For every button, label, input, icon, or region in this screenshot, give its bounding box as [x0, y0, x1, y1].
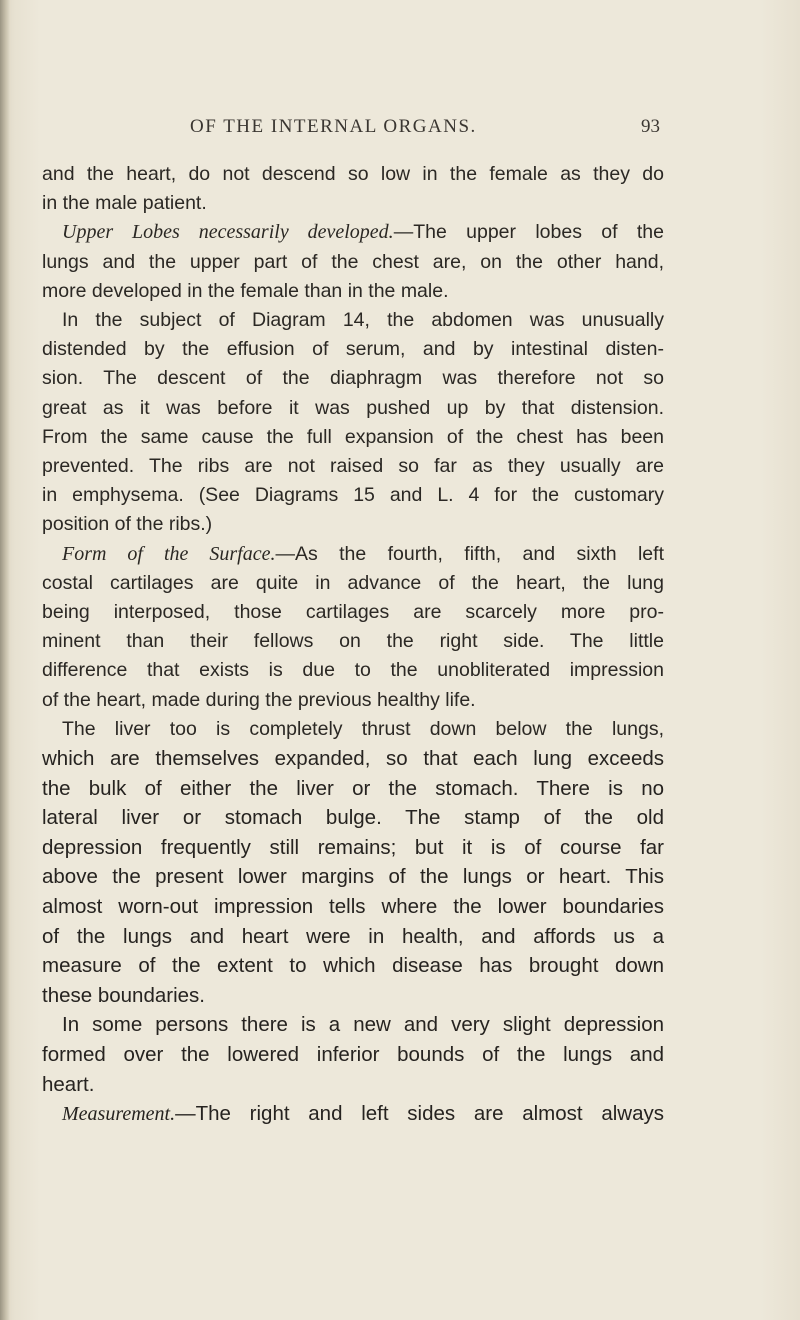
text-line: which are themselves expanded, so that each lung exceeds [42, 747, 664, 771]
text-line: In some persons there is a new and very slight depression [62, 1013, 664, 1037]
text-run: —The upper lobes of the [393, 221, 664, 244]
text-line: distended by the effusion of serum, and by intestinal disten- [42, 338, 664, 361]
text-line [42, 1099, 664, 1130]
running-title: OF THE INTERNAL ORGANS. [190, 116, 477, 137]
text-line [42, 218, 664, 247]
text-line: position of the ribs.) [42, 513, 213, 536]
section-heading-upper-lobes: Upper Lobes necessarily developed. [62, 221, 394, 244]
text-line: these boundaries. [42, 983, 205, 1007]
section-heading-measurement: Measurement. [62, 1103, 176, 1126]
page-number: 93 [641, 116, 660, 137]
text-line: being interposed, those cartilages are scarcely more pro- [42, 601, 664, 624]
text-line [42, 540, 664, 569]
text-line: in the male patient. [42, 192, 207, 215]
body-text [42, 160, 664, 1130]
text-run: —The right and left sides are almost always [175, 1102, 664, 1126]
text-line: costal cartilages are quite in advance of the heart, the lung [42, 571, 664, 594]
text-line: great as it was before it was pushed up by that distension. [42, 396, 664, 419]
text-line: of the lungs and heart were in health, and affords us a [42, 924, 664, 948]
text-line: in emphysema. (See Diagrams 15 and L. 4 for the customary [42, 484, 664, 507]
text-line: above the present lower margins of the lungs or heart. This [42, 865, 664, 889]
text-line: heart. [42, 1072, 95, 1096]
text-line: From the same cause the full expansion of the chest has been [42, 425, 664, 448]
text-line: almost worn-out impression tells where the lower boundaries [42, 895, 664, 919]
text-line: minent than their fellows on the right side. The little [42, 630, 664, 653]
text-line: The liver too is completely thrust down below the lungs, [62, 717, 664, 740]
page-gutter-shadow [0, 0, 10, 1320]
text-line: prevented. The ribs are not raised so far as they usually are [42, 455, 664, 478]
text-line: lungs and the upper part of the chest are, on the other hand, [42, 250, 664, 273]
text-line: lateral liver or stomach bulge. The stamp of the old [42, 806, 664, 830]
text-line: formed over the lowered inferior bounds of the lungs and [42, 1043, 664, 1066]
section-heading-form-of-surface: Form of the Surface. [62, 542, 276, 565]
text-line: more developed in the female than in the male. [42, 279, 449, 302]
text-line: sion. The descent of the diaphragm was therefore not so [42, 367, 664, 390]
text-line: and the heart, do not descend so low in the female as they do [42, 163, 664, 185]
text-line: In the subject of Diagram 14, the abdomen was unusually [62, 309, 664, 332]
text-line: measure of the extent to which disease has brought down [42, 954, 664, 978]
text-line: difference that exists is due to the unobliterated impression [42, 659, 664, 682]
text-line: depression frequently still remains; but it is of course far [42, 835, 664, 859]
text-run: —As the fourth, fifth, and sixth left [275, 542, 664, 565]
text-line: the bulk of either the liver or the stomach. There is no [42, 776, 664, 800]
running-header [190, 116, 660, 138]
text-line: of the heart, made during the previous healthy life. [42, 688, 476, 711]
